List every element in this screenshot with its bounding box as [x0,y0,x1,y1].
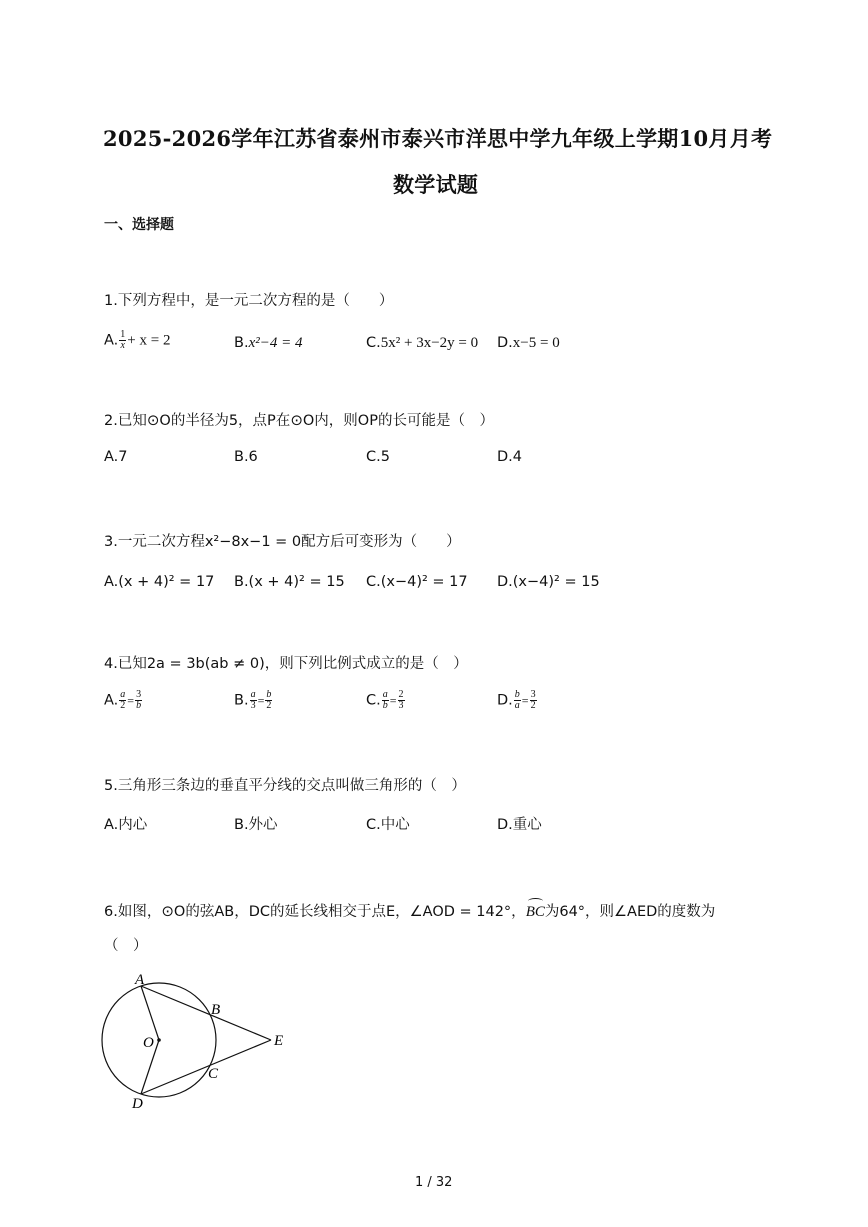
q3-option-d: D.(x−4)² = 15 [497,574,600,590]
circle-dot-icon: ⊙ [146,411,160,429]
fraction-2-over-3: $\frac{2}{3}$ [398,689,404,711]
stem-part: O的弦AB，DC的延长线相交于点E，∠AOD = 142°， [173,904,526,920]
stem-part: O内，则OP的长可能是（ ） [302,413,494,429]
label-d: D [132,1096,143,1112]
fraction-b-over-2: $\frac{b}{2}$ [266,689,272,711]
q4-option-c: C. $\frac{a}{b}$ = $\frac{2}{3}$ [366,689,404,711]
arc-label: BC [525,904,545,920]
arc-mark-icon [528,898,543,904]
question-2-stem [104,409,494,430]
question-4-stem: 4.已知2a = 3b(ab ≠ 0)，则下列比例式成立的是（ ） [104,656,468,672]
option-expr: x²−4 = 4 [248,335,303,351]
label-o: O [143,1035,154,1051]
question-6-stem-line2: （ ） [104,938,148,954]
q2-option-b: B.6 [234,449,258,465]
fraction-a-over-b: $\frac{a}{b}$ [382,689,388,711]
fraction-a-over-3: $\frac{a}{3}$ [250,689,256,711]
q4-option-a: A. $\frac{a}{2}$ = $\frac{3}{b}$ [104,689,142,711]
center-point [157,1038,161,1042]
stem-part: 6.如图， [104,904,162,920]
option-label: D. [497,335,513,351]
fraction-3-over-b: $\frac{3}{b}$ [136,689,142,711]
fraction-1-over-x: $\frac{1}{x}$ [120,329,126,351]
stem-part: O的半径为5，点P在 [159,413,291,429]
q5-option-a: A.内心 [104,817,148,833]
label-c: C [208,1066,219,1082]
label-e: E [274,1033,284,1049]
question-6-stem [104,900,715,921]
fraction-3-over-2: $\frac{3}{2}$ [530,689,536,711]
section-heading: 一、选择题 [104,217,174,233]
page-title-line1: 2025-2026学年江苏省泰州市泰兴市洋思中学九年级上学期10月月考 [103,126,773,151]
q4-option-b: B. $\frac{a}{3}$ = $\frac{b}{2}$ [234,689,272,711]
option-expr: + x = 2 [127,332,171,349]
line-ae [141,986,271,1040]
arc-bc [526,904,545,921]
q5-option-d: D.重心 [497,817,542,833]
q2-option-d: D.4 [497,449,522,465]
option-label: C. [366,335,381,351]
option-label: B. [234,335,249,351]
option-label: C. [366,692,381,709]
geometry-figure [95,962,305,1112]
q4-option-d: D. $\frac{b}{a}$ = $\frac{3}{2}$ [497,689,536,711]
q1-option-d [497,335,560,352]
option-label: A. [104,692,119,709]
option-label: A. [104,332,119,349]
stem-part: 为64°，则∠AED的度数为 [544,904,716,920]
q5-option-b: B.外心 [234,817,278,833]
question-5-stem: 5.三角形三条边的垂直平分线的交点叫做三角形的（ ） [104,778,466,794]
option-expr: 5x² + 3x−2y = 0 [380,335,479,351]
page-title-line2: 数学试题 [393,172,479,197]
q2-option-c: C.5 [366,449,390,465]
q5-option-c: C.中心 [366,817,410,833]
option-expr: x−5 = 0 [512,335,560,351]
question-1-stem: 1.下列方程中，是一元二次方程的是（ ） [104,293,394,309]
line-ao [141,986,159,1040]
line-de [141,1040,271,1094]
q3-option-a: A.(x + 4)² = 17 [104,574,215,590]
page-number: 1 / 32 [415,1175,453,1190]
q1-option-c [366,335,478,352]
q1-option-a [104,330,170,351]
circle-dot-icon: ⊙ [290,411,303,429]
q3-option-b: B.(x + 4)² = 15 [234,574,345,590]
circle-dot-icon: ⊙ [161,902,174,920]
stem-part: 2.已知 [104,413,147,429]
option-label: B. [234,692,249,709]
q1-option-b [234,335,302,352]
option-label: D. [497,692,513,709]
question-3-stem: 3.一元二次方程x²−8x−1 = 0配方后可变形为（ ） [104,534,461,550]
fraction-b-over-a: $\frac{b}{a}$ [514,689,520,711]
label-b: B [211,1002,221,1018]
fraction-a-over-2: $\frac{a}{2}$ [120,689,126,711]
q2-option-a: A.7 [104,449,128,465]
label-a: A [135,972,145,988]
q3-option-c: C.(x−4)² = 17 [366,574,468,590]
